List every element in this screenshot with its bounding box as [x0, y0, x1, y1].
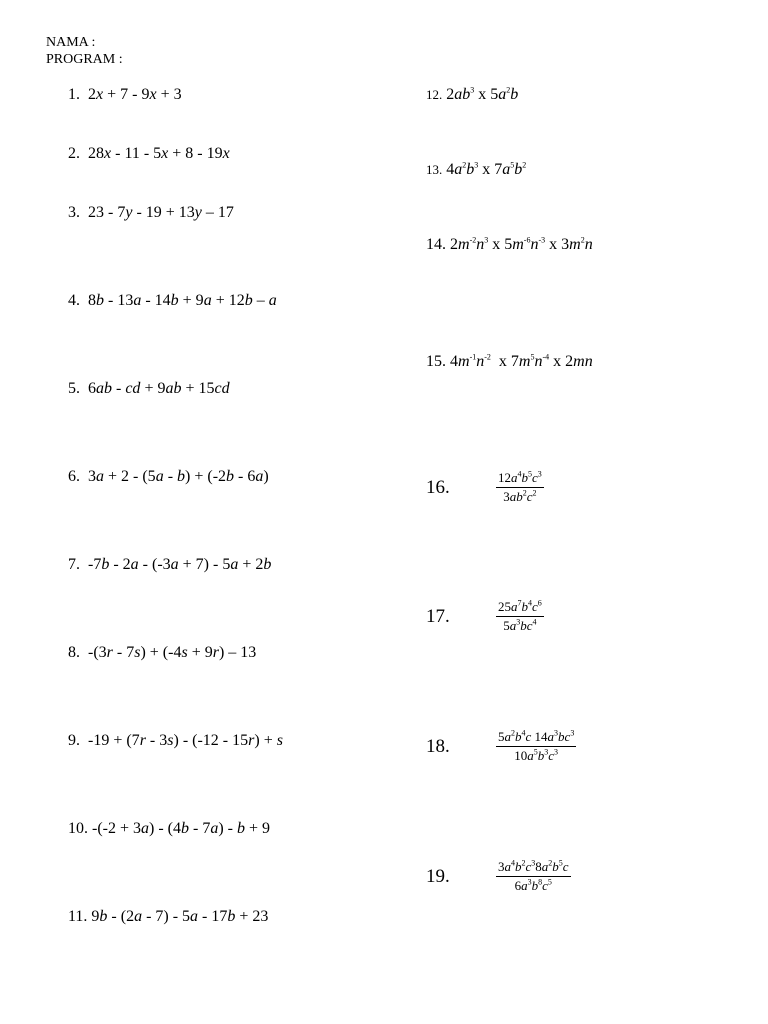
fraction: [496, 599, 544, 634]
numerator: $25a^7b^4c^6$: [496, 599, 544, 617]
numerator: $12a^4b^5c^3$: [496, 470, 544, 488]
question-9: [68, 732, 283, 750]
question-number: 15.: [426, 353, 446, 370]
expression: 23 - 7y - 19 + 13y – 17: [88, 204, 234, 221]
expression: 2x + 7 - 9x + 3: [88, 86, 182, 103]
fraction: [496, 729, 576, 764]
numerator: $5a^2b^4c$ $14a^3bc^3$: [496, 729, 576, 747]
denominator: $10a^5b^3c^3$: [514, 747, 559, 763]
question-10: [68, 820, 270, 838]
question-number: 13.: [426, 162, 443, 177]
expression: -(-2 + 3a) - (4b - 7a) - b + 9: [92, 820, 271, 837]
denominator: $3ab^2c^2$: [503, 488, 537, 504]
question-number: 18.: [426, 735, 450, 757]
expression: -(3r - 7s) + (-4s + 9r) – 13: [88, 644, 257, 661]
question-6: [68, 468, 269, 486]
question-number: 14.: [426, 236, 446, 253]
program-label: PROGRAM :: [46, 52, 123, 67]
denominator: $6a^3b^8c^5$: [514, 877, 552, 893]
question-1: [68, 86, 182, 104]
question-3: [68, 204, 234, 222]
question-number: 3.: [68, 204, 80, 221]
expression: $4m^{-1}n^{-2}$ x $7m^5n^{-4}$ x 2mn: [450, 352, 593, 370]
name-label: NAMA :: [46, 35, 96, 50]
question-number: 17.: [426, 605, 450, 627]
question-14: [426, 236, 593, 254]
question-number: 12.: [426, 87, 443, 102]
question-number: 8.: [68, 644, 80, 661]
question-11: [68, 908, 268, 926]
denominator: $5a^3bc^4$: [503, 617, 537, 633]
question-number: 1.: [68, 86, 80, 103]
question-5: [68, 380, 230, 398]
question-number: 19.: [426, 865, 450, 887]
question-18: [426, 729, 576, 764]
question-16: [426, 470, 544, 505]
expression: -7b - 2a - (-3a + 7) - 5a + 2b: [88, 556, 272, 573]
question-number: 16.: [426, 476, 450, 498]
question-7: [68, 556, 271, 574]
fraction: [496, 470, 544, 505]
question-8: [68, 644, 256, 662]
question-number: 7.: [68, 556, 80, 573]
question-2: [68, 145, 230, 163]
question-number: 5.: [68, 380, 80, 397]
question-4: [68, 292, 277, 310]
expression: $4a^2b^3$ x $7a^5b^2$: [446, 160, 527, 178]
expression: 6ab - cd + 9ab + 15cd: [88, 380, 230, 397]
expression: $2m^{-2}n^3$ x $5m^{-6}n^{-3}$ x $3m^2n$: [450, 235, 593, 253]
question-number: 4.: [68, 292, 80, 309]
question-number: 10.: [68, 820, 88, 837]
numerator: $3a^4b^2c^38a^2b^5c$: [496, 859, 571, 877]
question-number: 9.: [68, 732, 80, 749]
fraction: [496, 859, 571, 894]
question-12: [426, 86, 518, 104]
expression: 3a + 2 - (5a - b) + (-2b - 6a): [88, 468, 269, 485]
expression: 28x - 11 - 5x + 8 - 19x: [88, 145, 230, 162]
question-number: 6.: [68, 468, 80, 485]
expression: -19 + (7r - 3s) - (-12 - 15r) + s: [88, 732, 283, 749]
expression: 9b - (2a - 7) - 5a - 17b + 23: [91, 908, 269, 925]
question-13: [426, 161, 526, 179]
question-number: 2.: [68, 145, 80, 162]
expression: 8b - 13a - 14b + 9a + 12b – a: [88, 292, 277, 309]
question-19: [426, 859, 571, 894]
question-15: [426, 353, 593, 371]
question-17: [426, 599, 544, 634]
expression: $2ab^3$ x $5a^2b$: [446, 85, 519, 103]
question-number: 11.: [68, 908, 88, 925]
